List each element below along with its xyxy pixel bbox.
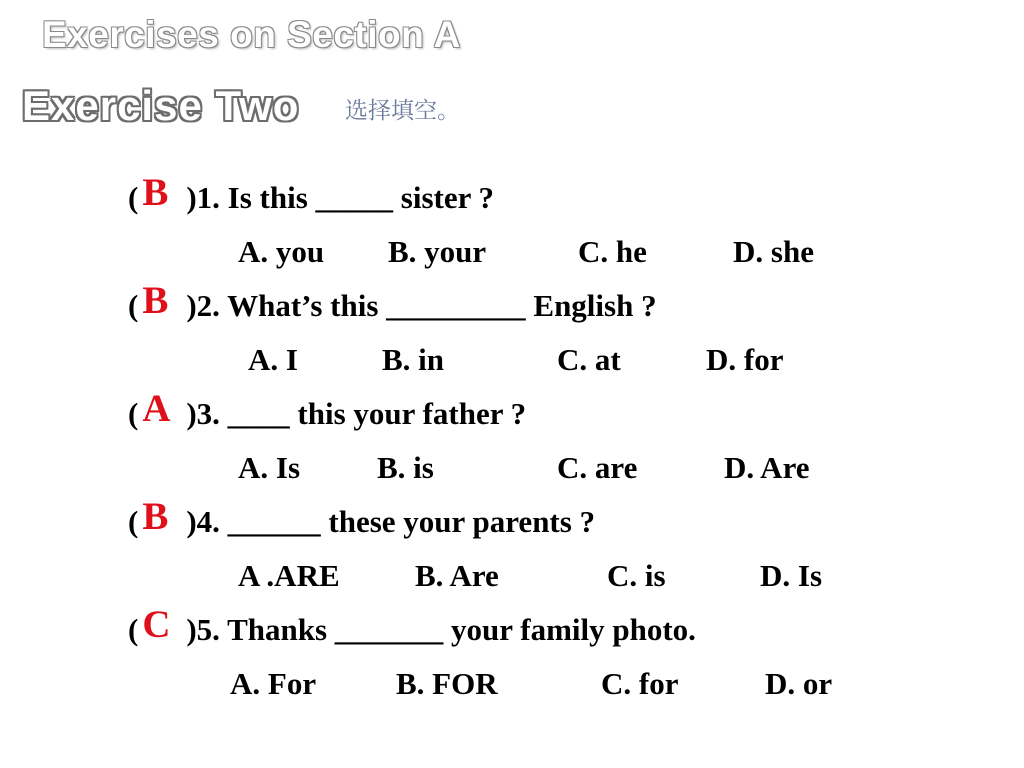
paren-open: ( <box>128 288 139 323</box>
answer-3: A <box>142 387 171 430</box>
option-4-a: A .ARE <box>238 558 340 593</box>
answer-1: B <box>142 171 169 214</box>
option-5-c: C. for <box>601 666 679 701</box>
paren-close: ) <box>186 504 197 539</box>
answer-slot <box>138 495 186 538</box>
exercise-title: Exercise Two <box>22 82 300 129</box>
question-2-text: 2. What’s this _________ English ? <box>196 288 657 323</box>
answer-slot <box>138 603 186 646</box>
question-5-text: 5. Thanks _______ your family photo. <box>196 612 696 647</box>
question-4-text: 4. ______ these your parents ? <box>196 504 596 539</box>
instruction-text: 选择填空。 <box>345 98 460 124</box>
answer-slot <box>138 387 186 430</box>
answer-2: B <box>142 279 169 322</box>
question-1 <box>128 171 495 215</box>
option-1-b: B. your <box>388 234 487 269</box>
options-4 <box>0 560 1024 594</box>
option-5-b: B. FOR <box>396 666 498 701</box>
paren-close: ) <box>186 396 197 431</box>
option-1-c: C. he <box>578 234 647 269</box>
option-2-d: D. for <box>706 342 784 377</box>
question-1-text: 1. Is this _____ sister ? <box>196 180 495 215</box>
answer-slot <box>138 279 186 322</box>
option-4-c: C. is <box>607 558 666 593</box>
option-4-d: D. Is <box>760 558 823 593</box>
options-5 <box>0 668 1024 702</box>
paren-close: ) <box>186 288 197 323</box>
option-3-c: C. are <box>557 450 638 485</box>
options-1 <box>0 236 1024 270</box>
option-2-a: A. I <box>248 342 298 377</box>
answer-slot <box>138 171 186 214</box>
option-1-d: D. she <box>733 234 814 269</box>
answer-5: C <box>142 603 171 646</box>
paren-close: ) <box>186 180 197 215</box>
option-1-a: A. you <box>238 234 325 269</box>
option-3-a: A. Is <box>238 450 301 485</box>
paren-open: ( <box>128 396 139 431</box>
options-2 <box>0 344 1024 378</box>
paren-open: ( <box>128 612 139 647</box>
option-4-b: B. Are <box>415 558 499 593</box>
question-2 <box>128 279 657 323</box>
option-5-a: A. For <box>230 666 317 701</box>
option-3-b: B. is <box>377 450 434 485</box>
option-3-d: D. Are <box>724 450 810 485</box>
question-4 <box>128 495 596 539</box>
paren-open: ( <box>128 180 139 215</box>
option-2-c: C. at <box>557 342 621 377</box>
option-2-b: B. in <box>382 342 445 377</box>
options-3 <box>0 452 1024 486</box>
paren-open: ( <box>128 504 139 539</box>
paren-close: ) <box>186 612 197 647</box>
option-5-d: D. or <box>765 666 833 701</box>
question-3-text: 3. ____ this your father ? <box>196 396 527 431</box>
section-title: Exercises on Section A <box>42 14 461 55</box>
answer-4: B <box>142 495 169 538</box>
question-5 <box>128 603 696 647</box>
question-3 <box>128 387 527 431</box>
